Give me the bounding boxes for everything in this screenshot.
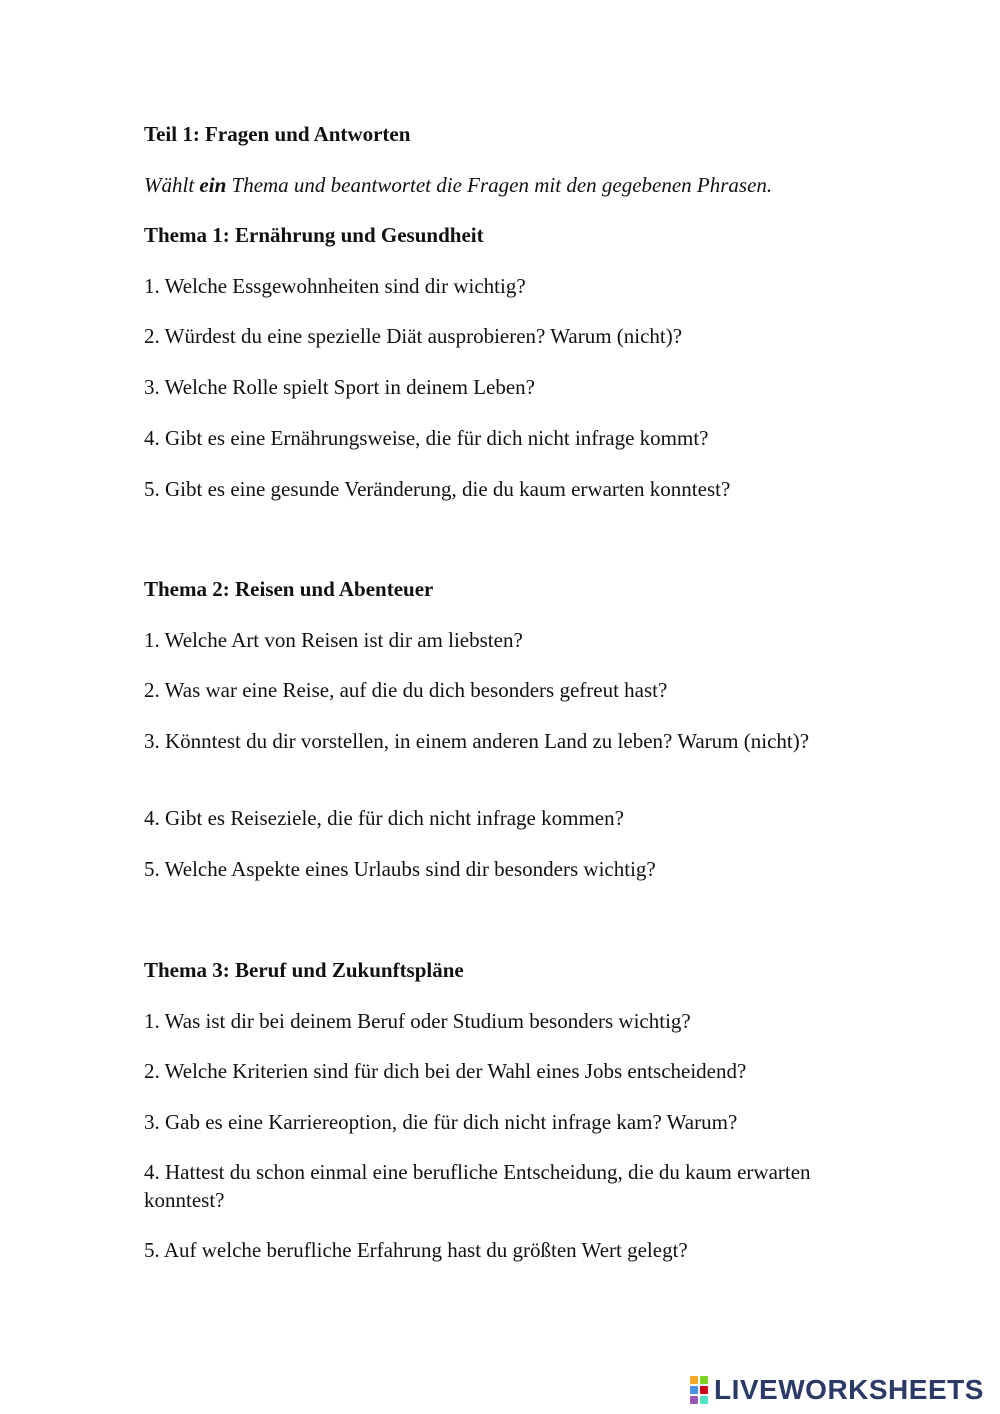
liveworksheets-logo bbox=[690, 1374, 984, 1406]
theme-3-question: 3. Gab es eine Karriereoption, die für dich nicht infrage kam? Warum? bbox=[144, 1110, 738, 1134]
theme-2-question: 5. Welche Aspekte eines Urlaubs sind dir besonders wichtig? bbox=[144, 857, 656, 881]
logo-square bbox=[700, 1376, 708, 1384]
logo-square bbox=[690, 1376, 698, 1384]
theme-1-question: 2. Würdest du eine spezielle Diät ausprobieren? Warum (nicht)? bbox=[144, 324, 683, 348]
theme-3-question: 1. Was ist dir bei deinem Beruf oder Studium besonders wichtig? bbox=[144, 1009, 691, 1033]
theme-1-question: 4. Gibt es eine Ernährungsweise, die für dich nicht infrage kommt? bbox=[144, 426, 709, 450]
part-title: Teil 1: Fragen und Antworten bbox=[144, 122, 411, 146]
theme-2-question: 1. Welche Art von Reisen ist dir am liebsten? bbox=[144, 628, 523, 652]
theme-1-question: 3. Welche Rolle spielt Sport in deinem Leben? bbox=[144, 375, 535, 399]
theme-3-title: Thema 3: Beruf und Zukunftspläne bbox=[144, 958, 464, 982]
theme-1-question: 1. Welche Essgewohnheiten sind dir wichtig? bbox=[144, 274, 526, 298]
theme-3-question: 4. Hattest du schon einmal eine berufliche Entscheidung, die du kaum erwarten konntest? bbox=[144, 1160, 811, 1212]
theme-2-question: 2. Was war eine Reise, auf die du dich besonders gefreut hast? bbox=[144, 678, 668, 702]
logo-mark-icon bbox=[690, 1376, 708, 1404]
theme-2-question: 4. Gibt es Reiseziele, die für dich nicht infrage kommen? bbox=[144, 806, 624, 830]
logo-square bbox=[700, 1396, 708, 1404]
logo-square bbox=[690, 1396, 698, 1404]
theme-1-question: 5. Gibt es eine gesunde Veränderung, die du kaum erwarten konntest? bbox=[144, 477, 731, 501]
theme-3-question: 2. Welche Kriterien sind für dich bei der Wahl eines Jobs entscheidend? bbox=[144, 1059, 747, 1083]
theme-2-title: Thema 2: Reisen und Abenteuer bbox=[144, 577, 434, 601]
logo-square bbox=[700, 1386, 708, 1394]
logo-text: LIVEWORKSHEETS bbox=[714, 1374, 984, 1405]
theme-1-title: Thema 1: Ernährung und Gesundheit bbox=[144, 223, 484, 247]
theme-3-question: 5. Auf welche berufliche Erfahrung hast du größten Wert gelegt? bbox=[144, 1238, 688, 1262]
instruction: Wählt ein Thema und beantwortet die Fragen mit den gegebenen Phrasen. bbox=[144, 173, 773, 197]
theme-2-question: 3. Könntest du dir vorstellen, in einem anderen Land zu leben? Warum (nicht)? bbox=[144, 729, 810, 753]
logo-square bbox=[690, 1386, 698, 1394]
